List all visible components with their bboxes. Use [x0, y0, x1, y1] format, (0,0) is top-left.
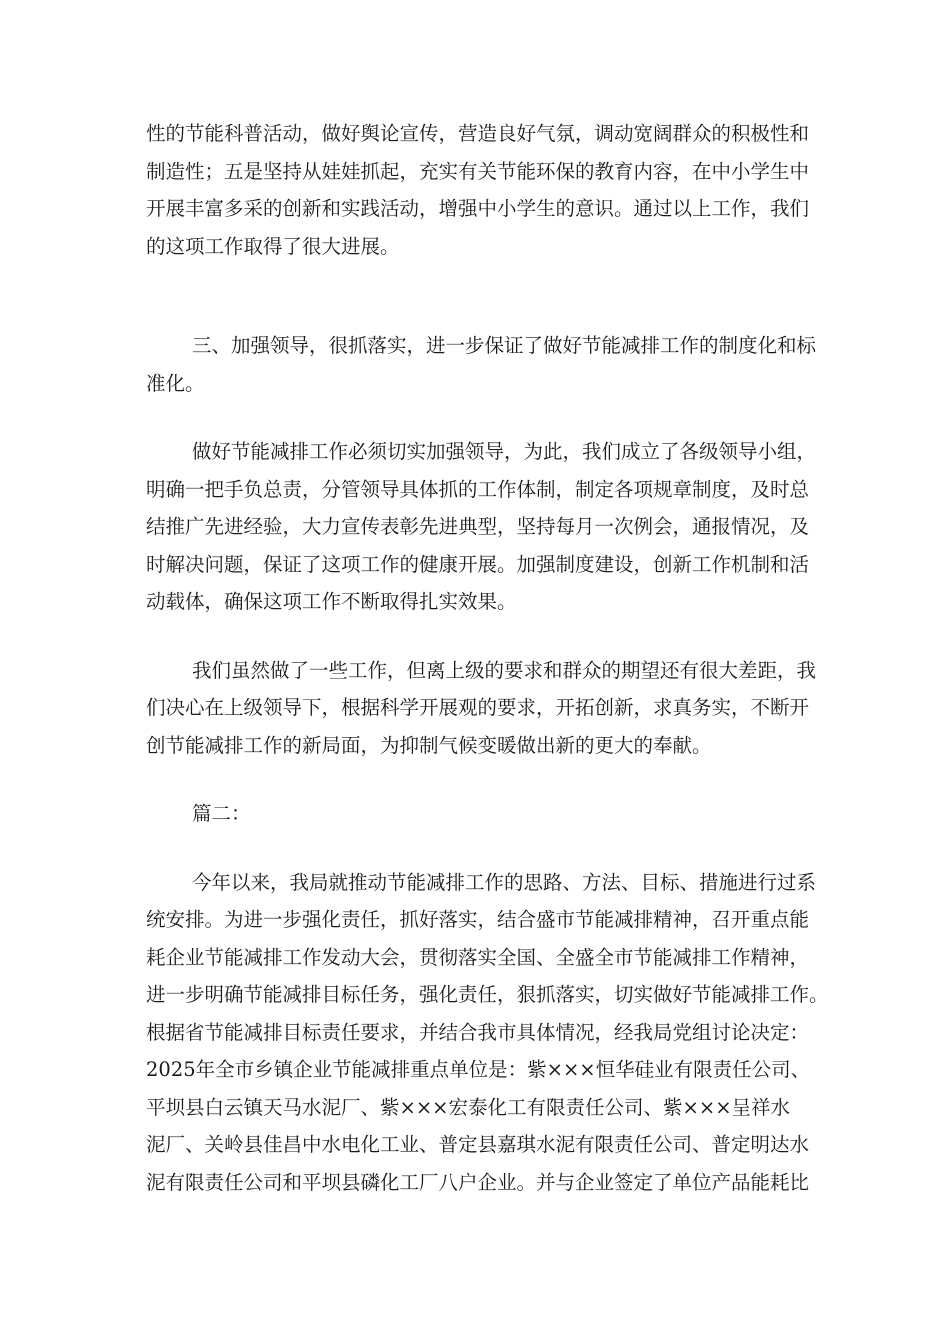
text-line: 性的节能科普活动，做好舆论宣传，营造良好气氛，调动宽阔群众的积极性和 [146, 122, 810, 145]
paragraph-leadership [146, 433, 817, 621]
text-line: 进一步明确节能减排目标任务，强化责任，狠抓落实，切实做好节能减排工作。 [146, 983, 829, 1006]
text-line: 时解决问题，保证了这项工作的健康开展。加强制度建设，创新工作机制和活 [146, 552, 810, 576]
spacer [146, 764, 814, 795]
text-line: 平坝县白云镇天马水泥厂、紫×××宏泰化工有限责任公司、紫×××呈祥水 [146, 1095, 791, 1119]
paragraph-continuation [146, 115, 814, 265]
text-line: 做好节能减排工作必须切实加强领导，为此，我们成立了各级领导小组， [192, 440, 817, 463]
text-line: 今年以来，我局就推动节能减排工作的思路、方法、目标、措施进行过系 [192, 870, 817, 894]
text-line: 创节能减排工作的新局面，为抑制气候变暖做出新的更大的奉献。 [146, 733, 712, 757]
text-line: 泥厂、关岭县佳昌中水电化工业、普定县嘉琪水泥有限责任公司、普定明达水 [146, 1133, 810, 1156]
section-three-heading [146, 327, 817, 402]
text-line: 三、加强领导，很抓落实，进一步保证了做好节能减排工作的制度化和标 [192, 334, 817, 357]
document-page [146, 115, 829, 1201]
text-line: 结推广先进经验，大力宣传表彰先进典型，坚持每月一次例会，通报情况，及 [146, 515, 810, 538]
paragraph-part-two [146, 864, 829, 1202]
text-line: 根据省节能减排目标责任要求，并结合我市具体情况，经我局党组讨论决定： [146, 1020, 810, 1044]
text-line: 动载体，确保这项工作不断取得扎实效果。 [146, 590, 517, 613]
paragraph-conclusion [146, 652, 817, 765]
spacer [146, 265, 814, 327]
text-line: 泥有限责任公司和平坝县磷化工厂八户企业。并与企业签定了单位产品能耗比 [146, 1170, 810, 1194]
text-line: 开展丰富多采的创新和实践活动，增强中小学生的意识。通过以上工作，我们 [146, 197, 810, 220]
text-line: 2025年全市乡镇企业节能减排重点单位是：紫×××恒华硅业有限责任公司、 [146, 1058, 811, 1081]
text-line: 统安排。为进一步强化责任，抓好落实，结合盛市节能减排精神，召开重点能 [146, 908, 810, 931]
text-line: 我们虽然做了一些工作，但离上级的要求和群众的期望还有很大差距，我 [192, 658, 817, 682]
text-line: 的这项工作取得了很大进展。 [146, 234, 400, 258]
part-two-label [146, 795, 814, 833]
text-line: 明确一把手负总责，分管领导具体抓的工作体制，制定各项规章制度，及时总 [146, 477, 810, 501]
spacer [146, 402, 814, 433]
text-line: 们决心在上级领导下，根据科学开展观的要求，开拓创新，求真务实，不断开 [146, 696, 810, 719]
text-line: 耗企业节能减排工作发动大会，贯彻落实全国、全盛全市节能减排工作精神， [146, 945, 810, 969]
spacer [146, 833, 814, 864]
spacer [146, 621, 814, 652]
text-line: 篇二： [192, 802, 251, 825]
text-line: 准化。 [146, 371, 205, 395]
text-line: 制造性；五是坚持从娃娃抓起，充实有关节能环保的教育内容，在中小学生中 [146, 159, 810, 183]
